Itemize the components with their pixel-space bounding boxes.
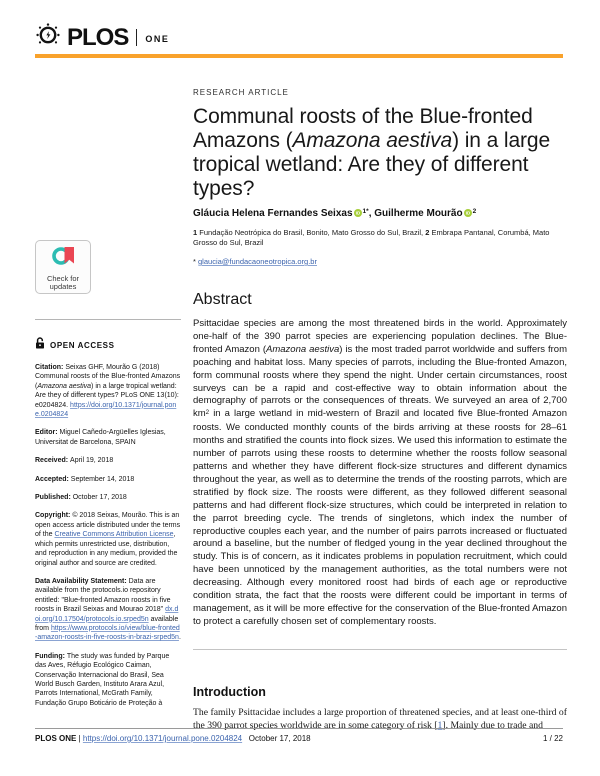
copyright-note (35, 511, 181, 567)
text-segment: Psittacidae species are among the most threatened birds in the world. Approximately one-half of the 390 parrot species are experiencing population declines. The Blue-fronted Amazon ( (193, 318, 567, 355)
text-segment: . (178, 634, 181, 642)
plos-logo-icon (35, 22, 61, 53)
text-segment: Funding: (35, 652, 67, 660)
text-segment: The family Psittacidae includes a large proportion of threatened species, and at least one-third of the 390 parrot species worldwide are in some category of risk [ (193, 706, 568, 731)
corresponding-email (193, 257, 567, 266)
text-segment: April 19, 2018 (70, 457, 114, 465)
inline-link[interactable]: https://www.protocols.io/view/blue-fronted-amazon-roosts-in-five-roosts-in-brazi-srped5n (35, 624, 180, 642)
author-superscript: 1* (362, 207, 369, 215)
text-segment: Data Availability Statement: (35, 577, 129, 585)
text-segment: Miguel Cañedo-Argüelles Iglesias, Universitat de Barcelona, SPAIN (35, 429, 166, 446)
text-segment: © 2018 Seixas, Mourão. This is an open access article distributed under the terms of the (35, 512, 181, 539)
inline-link[interactable]: https://doi.org/10.1371/journal.pone.0204824 (35, 401, 177, 419)
journal-name: ONE (145, 33, 170, 44)
page-footer (35, 728, 563, 743)
logo-divider (136, 29, 137, 46)
received-note (35, 456, 181, 465)
text-segment: 2 (205, 408, 210, 416)
article-meta-sidebar (35, 240, 181, 715)
author-name: Guilherme Mourão (374, 208, 463, 219)
footer-citation (35, 734, 311, 743)
text-segment: 1 (193, 228, 200, 237)
orcid-icon[interactable] (464, 209, 472, 220)
svg-text:iD: iD (355, 210, 360, 216)
article-type-kicker: RESEARCH ARTICLE (193, 88, 289, 97)
text-segment: ) in a large tropical wetland: Are they of different types? PLoS ONE 13(10): e0204824. (35, 382, 179, 409)
orcid-icon[interactable] (354, 209, 362, 220)
text-segment: ) is the most traded parrot worldwide and suffers from poaching and habitat loss. Many species of parrots, including the Blue-fronted Amazon, form communal roosts where they spend the night. Under certain circumstances, roost surveys can be a rapid and cost-effective way to obtain information about the demography of parrots or the consequences of threats. We surveyed an area of 2,700 km (193, 343, 567, 420)
text-segment: October 17, 2018 (242, 734, 311, 743)
open-access-label: OPEN ACCESS (50, 340, 115, 350)
introduction-heading: Introduction (193, 684, 266, 699)
published-note (35, 493, 181, 502)
text-segment: Amazona aestiva (266, 343, 340, 355)
plos-logo (35, 22, 169, 53)
page-number: 1 / 22 (542, 734, 563, 743)
abstract-heading: Abstract (193, 291, 252, 308)
citation-note (35, 363, 181, 419)
text-segment: October 17, 2018 (72, 494, 127, 502)
text-segment: Amazona aestiva (37, 382, 92, 390)
affiliations (193, 228, 567, 248)
author-separator: , (368, 208, 375, 219)
text-segment: Editor: (35, 429, 60, 437)
text-segment: ]. Mainly due to trade and (442, 719, 543, 731)
header-accent-rule (35, 54, 563, 58)
funding-note (35, 652, 181, 708)
article-title (193, 105, 567, 201)
inline-link[interactable]: glaucia@fundacaoneotropica.org.br (198, 257, 317, 266)
text-segment: Embrapa Pantanal, Corumbá, Mato Grosso do Sul, Brazil (193, 228, 550, 247)
text-segment: ) in a large tropical wetland: Are they of different types? (193, 129, 551, 200)
text-segment: Citation: (35, 364, 66, 371)
accepted-note (35, 475, 181, 484)
check-for-updates-label (47, 275, 79, 291)
data-availability-note (35, 577, 181, 643)
abstract-text (193, 318, 567, 629)
text-segment: Data are available from the protocols.io repository entitled: "Blue-fronted Amazon roosts in five roosts in Brazil Seixas and Mourao 2018" (35, 577, 171, 614)
text-segment: available from (35, 615, 179, 632)
text-segment: Communal roosts of the Blue-fronted Amazons ( (193, 105, 533, 152)
text-segment: , which permits unrestricted use, distribution, and reproduction in any medium, provided the original author and source are credited. (35, 531, 178, 567)
check-for-updates-line1: Check for (46, 273, 80, 283)
text-segment: Published: (35, 494, 73, 502)
text-segment: September 14, 2018 (70, 475, 135, 483)
section-divider (193, 649, 567, 650)
text-segment: Copyright: (35, 512, 73, 520)
author-superscript: 2 (472, 207, 477, 215)
inline-link[interactable]: dx.doi.org/10.17504/protocols.io.srped5n (35, 606, 179, 623)
open-lock-icon (35, 336, 45, 354)
inline-link[interactable]: https://doi.org/10.1371/journal.pone.0204824 (82, 734, 243, 743)
text-segment: Amazona aestiva (292, 129, 453, 152)
author-name: Gláucia Helena Fernandes Seixas (193, 208, 353, 219)
svg-text:iD: iD (465, 210, 470, 216)
text-segment: * (193, 257, 199, 266)
inline-link[interactable]: Creative Commons Attribution License (54, 531, 174, 539)
text-segment: PLOS ONE (35, 734, 79, 743)
check-for-updates-icon (51, 244, 76, 273)
text-segment: Received: (35, 457, 71, 465)
sidebar-divider (35, 319, 181, 320)
text-segment: in a large wetland in mid-western of Brazil and located five Blue-fronted Amazon roosts. We conducted monthly counts of the birds arriving at these roosts for 28–61 months and stratified the counts into flock sizes. We used this information to estimate the number of parrots using these roosts to determine whether the roosts follow seasonal patterns and whether they have different flock-size structures and different dynamics throughout the year, as well as to determine the trends of the roosting parrots, which are stratified by flock size. The roosts were different, as they followed different seasonal patterns and had different flock-size structures, which could be interpreted in relation to the parrot breeding cycle. The trends of singletons, which index the number of reproductive couples each year, and the number of pairs parrots increased or fluctuated around a baseline, but the number of fledged young in the year declined throughout the study. This is of concern, as it indicates problems in population recruitment, which could have been unnoticed by the management authorities, as the total numbers were not decreasing. Although every monitored roost had birds of each age or reproductive condition strata, the fact that the roosts were different could be important in terms of management, as it will be more effective for the conservation of the Blue-fronted Amazon to protect a carefully chosen set of complementary roosts. (193, 408, 567, 627)
text-segment: Seixas GHF, Mourão G (2018) Communal roosts of the Blue-fronted Amazons ( (35, 364, 181, 390)
plos-wordmark: PLOS (67, 23, 129, 51)
text-segment: The study was funded by Parque das Aves, Réfugio Ecológico Caiman, Conservação Internacional do Brasil, Sea World Busch Garden, Instituto Arara Azul, Parrots International, McGrath Family, Fundação Grupo Boticário de Proteção à (35, 652, 170, 707)
text-segment: | (78, 734, 83, 743)
article-main-column (193, 88, 567, 732)
text-segment: Accepted: (35, 475, 71, 483)
check-for-updates-button[interactable] (35, 240, 91, 294)
author-byline (193, 208, 567, 220)
open-access-badge (35, 336, 181, 354)
editor-note (35, 428, 181, 447)
inline-link[interactable]: 1 (437, 719, 443, 731)
check-for-updates-line2: updates (49, 281, 77, 291)
text-segment: Fundação Neotrópica do Brasil, Bonito, Mato Grosso do Sul, Brazil, (199, 228, 426, 237)
text-segment: 2 (425, 228, 432, 237)
